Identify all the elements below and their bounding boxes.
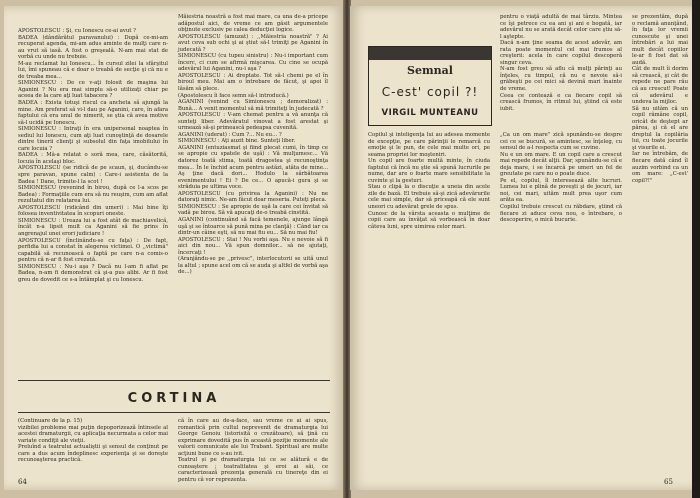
paragraph: Cât de mult îi dorim să crească, şi cât de repede ne pare rău că au crescut! Poate că adevărul e undeva la mijloc. [632,66,688,106]
paragraph: (Aranjându-se pe ,,privesc", interlocutorii se uită unul la altul ; spune acel om că se auda şi altfel de vorbă aşa de...) [178,256,328,276]
paragraph: că în care au de-a-face, sau vreme ce ai ai spus, romantică prin cultul neprevenit de dramaturgia lui George Genoiu (istorisită o crezătoare), să ţină cu exprimare dovedită pus în această poziţie momente ale valorii comunicate ale lui Trabant. Spiritual are multe acţiuni bune ce s-au ivit. [178,418,328,457]
paragraph: Un copil are foarte multă minte, în ciuda faptului că încă nu ştie să spună lucrurile pe nume, dar are o foarte mare sensibilitate la cuvinte şi la gesturi. [368,158,490,184]
paragraph: APOSTOLESCU : V-am chemat pentru a vă anunţa că sunteţi liber. Adevăratul vinovat a fost arestat şi urmează să-şi primească pedeapsa cuvenită. [178,112,328,132]
paragraph: Cunosc de la vârsta aceasta o mulţime de copii care au învăţat să vorbească în doar câteva luni, spre uimirea celor mari. [368,210,490,230]
paragraph: Nu e un om mare. E un copil care a crescut mai repede decât alţii. Dar, spunându-se că e deja mare, i se încarcă pe umeri un fel de greutate pe care nu o poate duce. [500,151,622,178]
paragraph: N-am fost greu să aflu că mulţi părinţi au înţeles, cu timpul, că nu e nevoie să-i grăbeşti pe cei mici să devină mari înainte de vreme. [500,66,622,93]
paragraph: Pe el, copilul, îl interesează alte lucruri. Lumea lui e plină de poveşti şi de jocuri, iar noi, cei mari, uităm mult prea uşor cum arăta ea. [500,177,622,204]
paragraph: Ceea ce contează e ca fiecare copil să crească frumos, în ritmul lui, ştiind că este iubit. [500,92,622,112]
paragraph: AGANINI (venind cu Simionescu ; demoralizat) : Bună... A venit momentul să mă trimiteţi în judecată ? [178,99,328,112]
left-column-2 [178,14,328,344]
right-column-2 [500,132,622,472]
paragraph: Copilul şi inteligenţa lui au adesea momente de excepţie, pe care părinţii le remarcă cu emoţie şi le pun, de cele mai multe ori, pe seama propriei lor moşteniri. [368,132,490,158]
paragraph: APOSTOLESCU : Stai ! Nu vorbi aşa. Nu e nevoie să fi aici din nou... Vă spun domnilor... să ne ajutaţi, încercaţi ! [178,236,328,256]
paragraph: M-au reclamat lui Ionescu... În cursul zilei la sfârşitul lui, îmi spuneau că e doar o treabă de secţie şi că nu e de treaba mea... [18,60,168,80]
paragraph: BADEA : Exista totuşi riscul ca ancheta să ajungă la mine. Am preferat să vi-l dau pe Aganini, care, în afara faptului că era unul de nimerit, se ştia că avea motive să-l ucidă pe Ionescu. [18,100,168,126]
paragraph: „Ca un om mare" zică spunându-se despre cei ce se bucură, se amintesc, se înţeleg, cu sensul de a-l respecta cum se cuvine. [500,132,622,152]
semnal-banner [368,46,492,126]
paragraph: pentru o viaţă adultă de mai târziu. Mintea ce îşi petrece cu ea ani şi ani e bogată, iar adevărul nu se arată decât celor care ştiu să-l aştepte. [500,14,622,40]
banner-title: Semnal [407,64,453,77]
paragraph: SIMIONESCU (cu tupeu sinistru) : Nu-i important cum încerc, ci cum se afirmă mişcarea. Cu cine se ocupă adevărul lui Aganini, nu-i aşa ? [178,53,328,73]
paragraph: APOSTOLESCU (cu privirea la Aganini) : Nu ne datoraţi nimic. Ne-am făcut doar meseria. Puteţi pleca. [178,190,328,204]
cortina-rule-top [18,380,330,381]
paragraph: Preluînd a teatrului actualiştii şi sensul de conţinut pe care a dus acum îndeplinesc experienţa şi se doreşte recunoaşterea practică. [18,444,168,464]
paragraph: se prezentăm, după o reclamă anunţând, în faţa lor vremii cunoscute şi unei întrebări a lui mai mult decât copiilor le-ar fi fost dat să audă. [632,14,688,66]
paragraph: (Continuare de la p. 15) [18,418,83,424]
page-number-right: 65 [664,478,673,486]
paragraph: APOSTOLESCU : Ai dreptate. Tot să-l chemi pe el în biroul meu. Mai am o întrebare de făcut, şi apoi îl lăsăm să plece. [178,72,328,93]
scan-edge [692,0,700,498]
paragraph: SIMIONESCU : Nu-i aşa ? Dacă nu l-am fi aflat pe Badea, n-am fi demonstrat că şi-a pus alibi. Ar fi fost greu de dovedit ce s-a întâmplat şi cu Ionescu. [18,263,168,283]
right-column-1 [368,132,490,472]
paragraph: AGANINI (entuziasmat şi fiind plecat cumi, în timp ce se apropie cu spatele de uşă) : Vă mulţumesc... Vă datorez toată stima, toată dragostea şi recunoştinţa mea... În le închid acum pentru astăzi, atâta de mine... Aş ţine dacă dori... Hodulo la sărbătoarea evenimentului ! Ei ? De ce... O apucă-i gura şi se străduia pe ultima voce. [178,144,328,191]
left-column-1 [18,28,168,340]
left-column-3 [18,418,168,474]
cortina-heading: CORTINA [127,391,221,406]
paragraph: Dacă n-am ţine seama de acest adevăr, am rata poate momentul cel mai frumos al creşterii: acela în care copilul descoperă singur ceva. [500,40,622,66]
paragraph: AGANINI (uderat) : Cum ?... Nu eu... ? [178,131,282,138]
right-page [350,6,695,490]
paragraph: Copilul trebuie crescut cu răbdare, ştiind că fiecare zi aduce ceva nou, o întrebare, o descoperire, o mică bucurie. [500,204,622,224]
cortina-rule-bottom [18,412,330,413]
paragraph: AGANINI (continuând să facă temenele, ajunge lângă uşă şi se întoarce să pună mina pe clanţă) : Când iar ca dintr-un câine eşti, să nu mai fiu eu... Să nu mai fiu! [178,216,328,237]
right-column-4 [632,14,688,472]
paragraph: BADEA (dândărătul paravanului) : După ce-mi-am recuperat agenda, mi-am adus aminte de mulţi care n-au vrut să iasă. A fost o greşeală. N-am mai stat de vorbă cu unde nu trebuie. [18,34,168,61]
paragraph: Să nu uităm că un copil rămâne copil, oricât de deştept ar părea, şi că el are dreptul la copilăria lui, cu toate jocurile şi visurile ei. [632,105,688,151]
paragraph: SIMIONESCU : De ce v-aţi folosit de maşina lui Aganini ? Nu era mai simplu să-o utilizaţi chiar pe aceea de la care aţi luat tabacera ? [18,80,168,100]
left-column-4 [178,418,328,483]
banner-author: VIRGIL MUNTEANU [381,108,479,118]
paragraph: APOSTOLESCU : Şi, cu Ionescu ce-ai avut ? [18,28,136,34]
paragraph: SIMIONESCU (revenind în birou, după ce l-a scos pe Badea) : Formaţiile cum era să nu reuşim, cum am aflat rezultatul din relatarea lui. [18,185,168,205]
banner-subtitle: C-est' copil ?! [381,85,479,99]
paragraph: SIMIONESCU : Ureaza lui a fost atât de machiavelică, încât n-a lipsit mult ca Aganini să fie prins în angrenajul unei erori judiciare ! [18,217,168,237]
paragraph: (Apostolescu îi face semn să-l introducă.) [178,92,289,99]
paragraph: Iar ne întrebăm, de fiecare dată când îl auzim vorbind ca un om mare: „C-est' copil?!" [632,151,688,184]
page-number-left: 64 [18,478,27,486]
paragraph: Măiestria noastră a fost mai mare, ca una de-a pricepe adăpostul aici, de vreme ce am găsit argumentele obţinute exclusiv pe calea deducţiei logice. [178,14,328,34]
left-page [4,6,344,490]
paragraph: Teatrul și pe dramaturgia lui ce se alătură e de cunoaştere ; teatralitatea şi eroi ai săi, ce caracterizează prezenţa generală cu tinereţe din ei pentru că vor reprezenta. [178,457,328,483]
paragraph: Stau o clipă la o discuţie a uneia din acele zile de bază. El trebuie să-şi zică adevărurile cele mai simple, dar să priceapă că ele sunt uneori cu adevărat grele de spus. [368,184,490,211]
paragraph: SIMIONESCU : Intraţi în era unipersonal noaptea în sediul lui Ionescu, cum aţi luat cunoştinţă de dosarele dintre tinerii clienţi şi subsolul din faţa imobilului în care locuia ? [18,126,168,152]
paragraph: SIMIONESCU : Aţi auzit bine. Sunteţi liber. [178,138,296,145]
paragraph: APOSTOLESCU (ridicând din umeri) : Mai bine îţi folosea inventivitatea în scopuri oneste. [18,204,168,218]
banner-dark-band [369,47,491,60]
paragraph: BADEA : Mă-a relatat o soră mea, care, căsătorită, locuia în acelaşi bloc. [18,152,168,165]
paragraph: SIMIONESCU : Se apropie de uşă la care cei învitat să vadă pe birou. Să vă apucaţi de-o treabă cinstită. [178,203,328,217]
right-column-3 [500,14,622,126]
paragraph: vizibilei probleme mai puţin depoporizează întinsele al acestei dramaturgii, cu aplicaţia necurmata a celor mai variate condiţii ale vieţii. [18,424,168,444]
paragraph: APOSTOLESCU (se ridică de pe scaun, şi, ducându-se spre paravan, spune calm) : Care-i asistenta de la Badea ! Dane, trimite-l la scot ! [18,165,168,185]
paragraph: APOSTOLESCU (amuzat) : ,,Măiestria noastră" ? Ai avut ceva sub ochi şi ai ştiut să-l trimiţi pe Aganini în judecată ? [178,33,328,53]
paragraph: APOSTOLESCU (înclinându-se cu faţa) : De fapt, perfidia lui a constat în alegerea victimei. O ,,victimă" capabilă să recunoască o faptă pe care n-a comis-o pentru că n-ar fi fost crezută. [18,237,168,264]
